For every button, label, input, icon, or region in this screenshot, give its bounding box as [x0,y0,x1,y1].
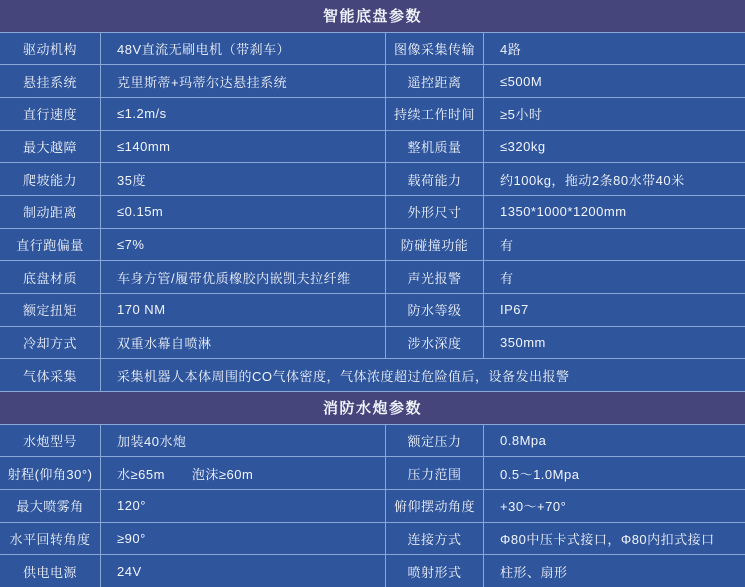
param-label: 涉水深度 [385,327,483,359]
param-value: 1350*1000*1200mm [483,196,745,228]
param-value: 48V直流无刷电机（带刹车） [100,33,385,65]
param-value: 车身方管/履带优质橡胶内嵌凯夫拉纤维 [100,261,385,293]
param-value: ≤500M [483,65,745,97]
param-value: 35度 [100,163,385,195]
param-value: IP67 [483,294,745,326]
spec-row [0,64,745,97]
param-value: Φ80中压卡式接口，Φ80内扣式接口 [483,523,745,555]
param-label: 整机质量 [385,131,483,163]
param-label: 水平回转角度 [9,532,91,548]
param-label: 俯仰摆动角度 [385,490,483,522]
param-label: 持续工作时间 [385,98,483,130]
section-title: 消防水炮参数 [322,400,422,418]
param-label: 悬挂系统 [22,74,77,90]
spec-row [0,32,745,65]
param-value: 采集机器人本体周围的CO气体密度，气体浓度超过危险值后，设备发出报警 [100,359,745,391]
param-label: 最大越障 [22,140,77,156]
spec-row [0,358,745,391]
param-label: 直行跑偏量 [16,238,84,254]
param-label: 气体采集 [22,368,77,384]
param-label: 底盘材质 [22,270,77,286]
param-label: 额定压力 [385,425,483,457]
spec-row [0,293,745,326]
param-label: 水炮型号 [22,434,77,450]
param-value: ≥5小时 [483,98,745,130]
param-label: 冷却方式 [22,336,77,352]
param-value: 350mm [483,327,745,359]
spec-row [0,130,745,163]
param-value: ≤0.15m [100,196,385,228]
param-label: 声光报警 [385,261,483,293]
param-value: 0.8Mpa [483,425,745,457]
param-label: 连接方式 [385,523,483,555]
param-label: 图像采集传输 [385,33,483,65]
param-value: ≤1.2m/s [100,98,385,130]
spec-row [0,195,745,228]
section-header [0,391,745,424]
param-value: 有 [483,229,745,261]
param-value: ≤140mm [100,131,385,163]
param-label: 外形尺寸 [385,196,483,228]
param-label: 遥控距离 [385,65,483,97]
param-label: 压力范围 [385,457,483,489]
spec-row [0,326,745,359]
spec-row [0,554,745,587]
param-value: 4路 [483,33,745,65]
param-label: 爬坡能力 [22,172,77,188]
param-label: 最大喷雾角 [16,499,84,515]
param-value: 约100kg，拖动2条80水带40米 [483,163,745,195]
param-value: 120° [100,490,385,522]
param-label: 射程(仰角30°) [7,466,93,482]
spec-row [0,456,745,489]
spec-row [0,228,745,261]
param-value: 水≥65m 泡沫≥60m [100,457,385,489]
param-value: 加装40水炮 [100,425,385,457]
section-header [0,0,745,32]
spec-row [0,522,745,555]
param-label: 载荷能力 [385,163,483,195]
param-label: 制动距离 [22,205,77,221]
param-value: 双重水幕自喷淋 [100,327,385,359]
param-label: 直行速度 [22,107,77,123]
spec-row [0,424,745,457]
param-label: 驱动机构 [22,42,77,57]
param-value: 0.5～1.0Mpa [483,457,745,489]
param-label: 额定扭矩 [22,303,77,319]
spec-row [0,260,745,293]
spec-row [0,162,745,195]
param-value: 24V [100,555,385,587]
param-label: 喷射形式 [385,555,483,587]
param-value: ≤7% [100,229,385,261]
param-value: 170 NM [100,294,385,326]
param-label: 防水等级 [385,294,483,326]
spec-row [0,489,745,522]
param-value: 克里斯蒂+玛蒂尔达悬挂系统 [100,65,385,97]
param-value: 柱形、扇形 [483,555,745,587]
param-label: 防碰撞功能 [385,229,483,261]
section-title: 智能底盘参数 [322,8,422,26]
spec-row [0,97,745,130]
param-value: 有 [483,261,745,293]
param-value: ≤320kg [483,131,745,163]
param-value: +30～+70° [483,490,745,522]
param-label: 供电电源 [22,564,77,580]
param-value: ≥90° [100,523,385,555]
